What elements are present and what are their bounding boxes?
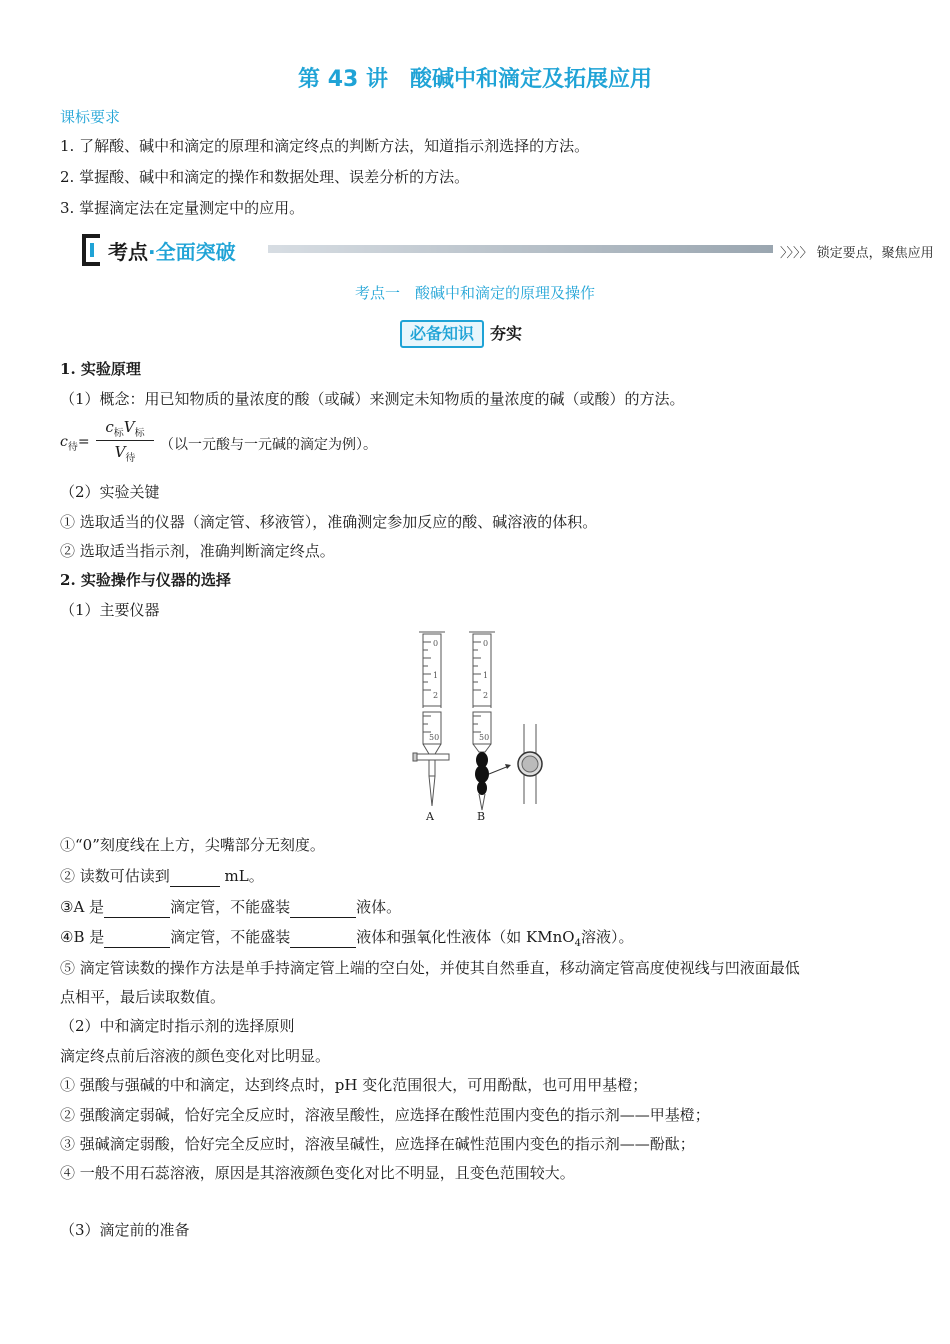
requirement-item: 3. 掌握滴定法在定量测定中的应用。	[60, 199, 305, 217]
banner-title-a: 考点	[108, 240, 148, 264]
svg-text:B: B	[477, 810, 486, 823]
svg-text:A: A	[426, 810, 434, 823]
section-heading-text: . 实验操作与仪器的选择	[70, 571, 231, 589]
paragraph: （2）实验关键	[60, 483, 160, 501]
list-item: ③A 是 滴定管，不能盛装 液体。	[60, 898, 402, 916]
requirements-label: 课标要求	[60, 108, 121, 126]
answer-blank[interactable]	[104, 897, 170, 918]
burette-figure	[405, 628, 565, 826]
burette-a-icon	[413, 632, 449, 823]
svg-text:1: 1	[483, 671, 489, 680]
section-heading	[60, 570, 231, 590]
knowledge-badge	[400, 320, 522, 348]
answer-blank[interactable]	[290, 897, 356, 918]
list-item: ④B 是 滴定管，不能盛装 液体和强氧化性液体（如 KMnO$_4$溶液）。	[60, 928, 634, 949]
list-item: ② 强酸滴定弱碱，恰好完全反应时，溶液呈酸性，应选择在酸性范围内变色的指示剂——甲基橙；	[60, 1106, 710, 1124]
list-item: ① 选取适当的仪器（滴定管、移液管），准确测定参加反应的酸、碱溶液的体积。	[60, 513, 598, 531]
requirement-item: 1. 了解酸、碱中和滴定的原理和滴定终点的判断方法，知道指示剂选择的方法。	[60, 137, 590, 155]
list-item: ① 强酸与强碱的中和滴定，达到终点时，pH 变化范围很大，可用酚酞，也可用甲基橙；	[60, 1076, 648, 1094]
formula-numerator: $c_标V_标$	[96, 418, 154, 441]
list-item: ⑤ 滴定管读数的操作方法是单手持滴定管上端的空白处，并使其自然垂直，移动滴定管高度使视线与凹液面最低	[60, 959, 800, 977]
svg-text:0: 0	[483, 639, 489, 648]
banner-dot: ·	[148, 240, 156, 264]
formula-lhs: $c_待=$	[60, 434, 90, 453]
section-number: 2	[60, 571, 71, 589]
list-item: ④ 一般不用石蕊溶液，原因是其溶液颜色变化对比不明显，且变色范围较大。	[60, 1164, 575, 1182]
formula-denominator: $V_待$	[114, 443, 136, 464]
list-item: ③ 强碱滴定弱酸，恰好完全反应时，溶液呈碱性，应选择在碱性范围内变色的指示剂——酚酞；	[60, 1135, 695, 1153]
section-heading-text: . 实验原理	[70, 360, 141, 378]
banner-title	[108, 236, 236, 265]
formula-fraction	[96, 418, 154, 464]
section-number: 1	[60, 360, 71, 378]
banner-bracket-icon	[78, 233, 108, 267]
list-item: ② 读数可估读到 mL。	[60, 867, 264, 885]
paragraph: （2）中和滴定时指示剂的选择原则	[60, 1017, 295, 1035]
knowledge-badge-boxed: 必备知识	[400, 320, 484, 348]
svg-text:0: 0	[433, 639, 439, 648]
section-banner	[78, 233, 934, 267]
banner-divider	[268, 245, 773, 253]
page-title: 第 43 讲 酸碱中和滴定及拓展应用	[298, 67, 652, 92]
banner-title-b: 全面突破	[155, 240, 236, 264]
paragraph: （1）主要仪器	[60, 601, 160, 619]
answer-blank[interactable]	[290, 927, 356, 948]
answer-blank[interactable]	[170, 866, 220, 887]
svg-text:2: 2	[483, 691, 489, 700]
knowledge-badge-plain: 夯实	[490, 324, 523, 343]
paragraph: （3）滴定前的准备	[60, 1221, 190, 1239]
banner-slogan: 〉〉〉〉 锁定要点，聚焦应用	[780, 246, 934, 261]
formula-note: （以一元酸与一元碱的滴定为例）。	[160, 437, 377, 453]
section-title: 考点一 酸碱中和滴定的原理及操作	[354, 284, 595, 302]
section-heading	[60, 359, 141, 379]
list-item-continued: 点相平，最后读取数值。	[60, 988, 226, 1006]
svg-text:50: 50	[429, 733, 440, 742]
paragraph: 滴定终点前后溶液的颜色变化对比明显。	[60, 1047, 331, 1065]
svg-text:50: 50	[479, 733, 490, 742]
paragraph: （1）概念：用已知物质的量浓度的酸（或碱）来测定未知物质的量浓度的碱（或酸）的方法。	[60, 390, 685, 408]
list-item: ② 选取适当指示剂，准确判断滴定终点。	[60, 542, 335, 560]
svg-text:1: 1	[433, 671, 439, 680]
requirement-item: 2. 掌握酸、碱中和滴定的操作和数据处理、误差分析的方法。	[60, 168, 470, 186]
burette-b-icon	[469, 632, 542, 823]
svg-text:2: 2	[433, 691, 439, 700]
answer-blank[interactable]	[104, 927, 170, 948]
list-item: ①“0”刻度线在上方，尖嘴部分无刻度。	[60, 836, 325, 854]
